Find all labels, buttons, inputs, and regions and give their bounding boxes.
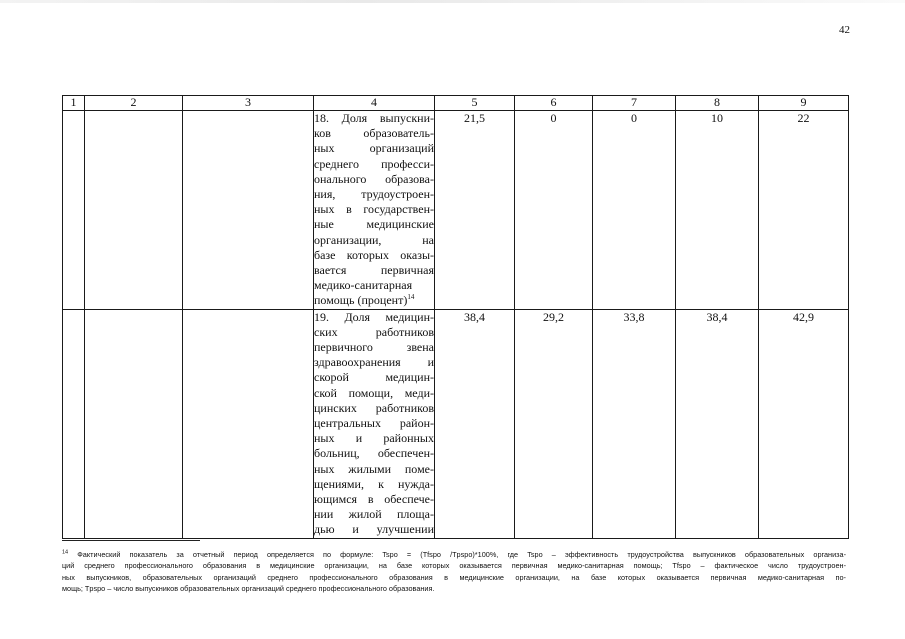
column-header-6: 6 [515,96,593,111]
table-row [63,309,849,538]
indicator-text-line: базе которых оказы- [314,247,434,262]
indicator-text-line: ков образователь- [314,126,434,141]
table-cell-empty [183,309,314,538]
value-cell-col6: 0 [515,111,593,310]
table-cell-empty [183,111,314,310]
indicator-text-line: ской помощи, меди- [314,385,434,400]
footnote-marker: 14 [62,549,69,556]
footnote [62,549,846,595]
indicator-description [314,309,435,538]
indicator-text-line: ных жилыми поме- [314,461,434,476]
indicator-description [314,111,435,310]
column-header-7: 7 [593,96,676,111]
footnote-line: мощь; Tpspo – число выпускников образовательных организаций среднего профессионального образования. [62,584,435,594]
column-header-8: 8 [676,96,759,111]
indicator-text-line: ющимся в обеспече- [314,492,434,507]
table-row [63,111,849,310]
indicator-text-line: ских работников [314,324,434,339]
indicator-text-line: щениями, к нужда- [314,476,434,491]
footnote-separator [62,540,200,541]
indicator-text-line: 18. Доля выпускни- [314,111,434,125]
indicator-text-line: нии жилой площа- [314,507,434,522]
indicator-text-line: ных и районных [314,431,434,446]
column-header-4: 4 [314,96,435,111]
value-cell-col5: 21,5 [435,111,515,310]
indicator-text-line-with-footnote [314,293,434,308]
indicator-text-line: ных в государствен- [314,202,434,217]
value-cell-col5: 38,4 [435,309,515,538]
indicator-text-line: ные медицинские [314,217,434,232]
indicator-text-line: медико-санитарная [314,278,413,293]
indicator-text-line: первичного звена [314,340,434,355]
indicator-text-line: здравоохранения и [314,355,434,370]
indicator-text-line: цинских работников [314,400,434,415]
column-header-3: 3 [183,96,314,111]
column-header-1: 1 [63,96,85,111]
page-number: 42 [839,24,850,36]
value-cell-col9: 22 [759,111,849,310]
indicator-text-line: ных организаций [314,141,434,156]
value-cell-col7: 33,8 [593,309,676,538]
value-cell-col8: 10 [676,111,759,310]
indicator-text-line: центральных район- [314,416,434,431]
indicator-text-line: онального образова- [314,171,434,186]
column-header-9: 9 [759,96,849,111]
indicator-text-line: ния, трудоустроен- [314,187,434,202]
indicator-text-line: скорой медицин- [314,370,434,385]
scan-edge [0,0,905,3]
indicator-text-line: среднего професси- [314,156,434,171]
value-cell-col9: 42,9 [759,309,849,538]
indicator-text-line: 19. Доля медицин- [314,309,434,324]
footnote-line: ций среднего профессионального образования в медицинские организации, на базе которых оказывается первичная медико-санитарная помощь; Tfspo – фактическое число трудоустроен- [62,561,846,571]
indicator-text-line: организации, на [314,232,434,247]
value-cell-col6: 29,2 [515,309,593,538]
column-header-2: 2 [85,96,183,111]
indicators-table [62,95,849,539]
table-cell-empty [85,111,183,310]
column-number-row [63,96,849,111]
footnote-reference[interactable]: 14 [407,293,415,302]
table-cell-empty [63,309,85,538]
indicator-text-line: дью и улучшении [314,522,434,537]
footnote-line: ных выпускников, образовательных организаций среднего профессионального образования в медицинские организации, на базе которых оказывается первичная медико-санитарная по- [62,572,846,582]
value-cell-col8: 38,4 [676,309,759,538]
table-cell-empty [85,309,183,538]
value-cell-col7: 0 [593,111,676,310]
table-cell-empty [63,111,85,310]
indicator-text-line: больниц, обеспечен- [314,446,434,461]
footnote-line [62,549,846,560]
indicator-text-line: помощь (процент) [314,293,408,308]
footnote-text: Фактический показатель за отчетный период определяется по формуле: Tspo = (Tfspo /Tpspo)*100%, где Tspo – эффективность трудоустройства выпускников образовательных организа- [77,550,846,559]
column-header-5: 5 [435,96,515,111]
indicator-text-line: вается первичная [314,263,434,278]
